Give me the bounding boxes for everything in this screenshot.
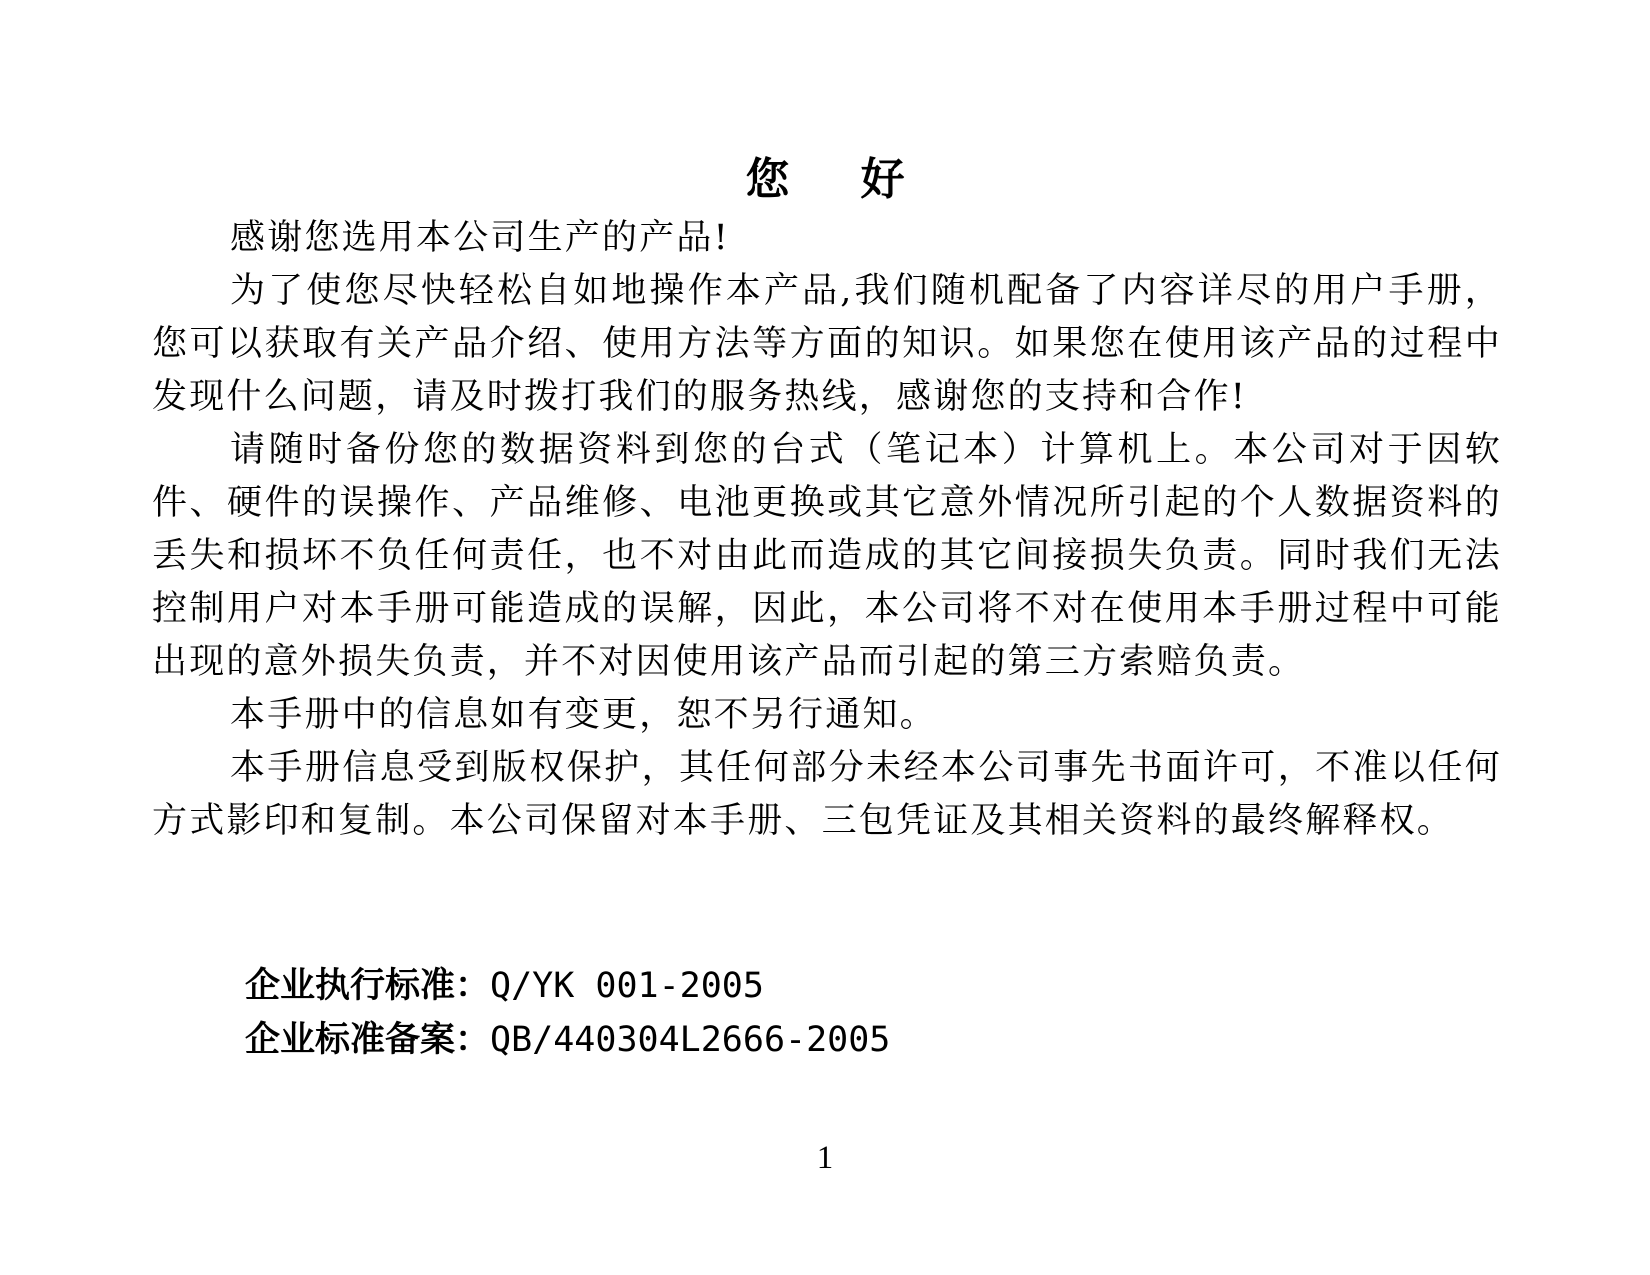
paragraph-data-backup-disclaimer: 请随时备份您的数据资料到您的台式（笔记本）计算机上。本公司对于因软件、硬件的误操作、产品维修、电池更换或其它意外情况所引起的个人数据资料的丢失和损坏不负任何责任，也不对由此而造成的其它间接损失负责。同时我们无法控制用户对本手册可能造成的误解，因此，本公司将不对在使用本手册过程中可能出现的意外损失负责，并不对因使用该产品而引起的第三方索赔负责。 bbox=[152, 430, 1502, 682]
paragraph-change-notice: 本手册中的信息如有变更，恕不另行通知。 bbox=[230, 695, 937, 735]
paragraph-manual-intro: 为了使您尽快轻松自如地操作本产品,我们随机配备了内容详尽的用户手册，您可以获取有关产品介绍、使用方法等方面的知识。如果您在使用该产品的过程中发现什么问题，请及时拨打我们的服务热线，感谢您的支持和合作! bbox=[152, 271, 1502, 417]
standard-row-execution bbox=[245, 959, 890, 1013]
page-title: 您 好 bbox=[745, 154, 933, 205]
enterprise-standards bbox=[245, 959, 890, 1067]
paragraph-thanks: 感谢您选用本公司生产的产品! bbox=[230, 218, 730, 258]
standard-code: Q/YK 001-2005 bbox=[490, 966, 764, 1006]
standard-code: QB/440304L2666-2005 bbox=[490, 1020, 891, 1060]
document-body bbox=[152, 212, 1502, 848]
paragraph-copyright: 本手册信息受到版权保护，其任何部分未经本公司事先书面许可，不准以任何方式影印和复制。本公司保留对本手册、三包凭证及其相关资料的最终解释权。 bbox=[152, 748, 1502, 841]
standard-label: 企业标准备案： bbox=[245, 1019, 491, 1060]
standard-label: 企业执行标准： bbox=[245, 965, 491, 1006]
standard-row-filing bbox=[245, 1013, 890, 1067]
page-number: 1 bbox=[816, 1140, 834, 1176]
